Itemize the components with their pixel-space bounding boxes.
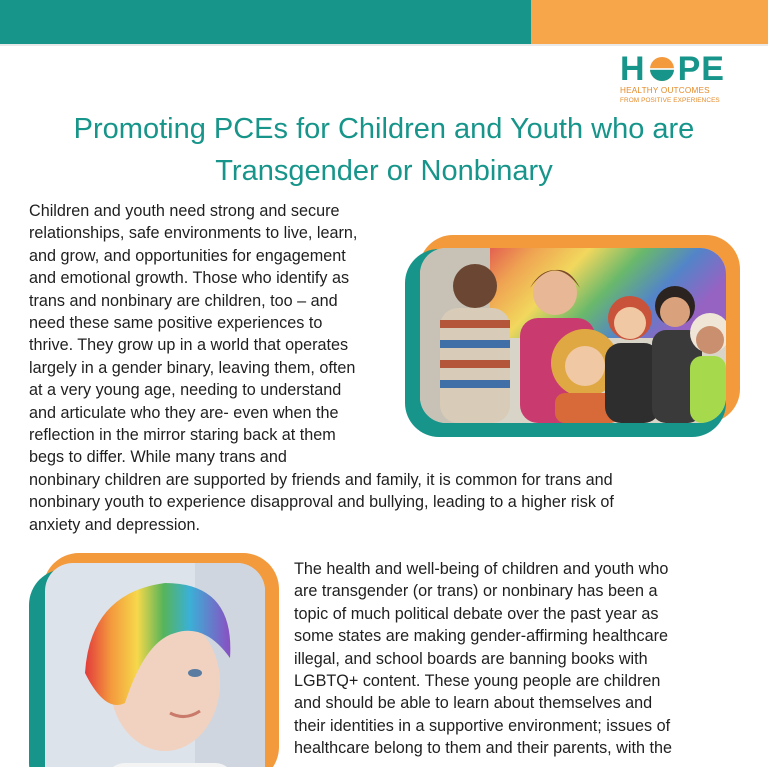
paragraph-line: topic of much political debate over the past year as [294, 604, 659, 623]
paragraph-line: healthcare belong to them and their parents, with the [294, 739, 672, 758]
paragraph-line: and emotional growth. Those who identify as [29, 269, 350, 288]
paragraph-line: some states are making gender-affirming healthcare [294, 627, 669, 646]
paragraph-line: trans and nonbinary are children, too – and [29, 291, 338, 310]
paragraph-line: relationships, safe environments to live, learn, [29, 224, 358, 243]
logo-wordmark [620, 52, 740, 86]
logo-letter-h: H [620, 50, 646, 88]
rainbow-hair-photo-frame [29, 553, 279, 767]
paragraph-line: need these same positive experiences to [29, 314, 323, 333]
paragraph-line: their identities in a supportive environment; issues of [294, 716, 671, 735]
logo-letter-p: P [677, 50, 702, 88]
paragraph-line: reflection in the mirror staring back at them [29, 426, 336, 445]
paragraph-line: anxiety and depression. [29, 515, 200, 534]
logo-letter-e: E [701, 50, 725, 88]
sun-horizon-icon [649, 56, 675, 82]
header-divider [0, 44, 768, 46]
paragraph-line: begs to differ. While many trans and [29, 448, 287, 467]
paragraph-line: nonbinary youth to experience disapproval and bullying, leading to a higher risk of [29, 493, 614, 512]
logo-tagline-1: HEALTHY OUTCOMES [620, 86, 710, 95]
paragraph-line: Children and youth need strong and secure [29, 202, 340, 220]
paragraph-line: largely in a gender binary, leaving them, often [29, 358, 356, 377]
paragraph-line: nonbinary children are supported by friends and family, it is common for trans and [29, 470, 613, 489]
logo-tagline-2: FROM POSITIVE EXPERIENCES [620, 97, 720, 104]
paragraph-line: at a very young age, needing to understand [29, 381, 342, 400]
paragraph-line: The health and well-being of children and youth who [294, 560, 669, 578]
paragraph-line: and grow, and opportunities for engagement [29, 246, 346, 265]
page-title-line-2: Transgender or Nonbinary [215, 155, 553, 187]
paragraph-line: thrive. They grow up in a world that operates [29, 336, 349, 355]
page-title [0, 108, 768, 192]
header-bar-teal [0, 0, 531, 44]
paragraph-line: are transgender (or trans) or nonbinary has been a [294, 582, 658, 601]
hope-logo [620, 52, 740, 106]
rainbow-hair-youth-photo [45, 563, 265, 767]
paragraph-line: LGBTQ+ content. These young people are children [294, 672, 661, 691]
group-photo-frame [405, 235, 740, 437]
paragraph-line: and articulate who they are- even when the [29, 403, 339, 422]
page-title-line-1: Promoting PCEs for Children and Youth who are [73, 113, 695, 145]
header-bar-orange [531, 0, 768, 44]
paragraph-line: illegal, and school boards are banning books with [294, 649, 648, 668]
health-paragraph [294, 558, 734, 760]
paragraph-line: and should be able to learn about themselves and [294, 694, 653, 713]
group-youth-photo [420, 248, 726, 423]
